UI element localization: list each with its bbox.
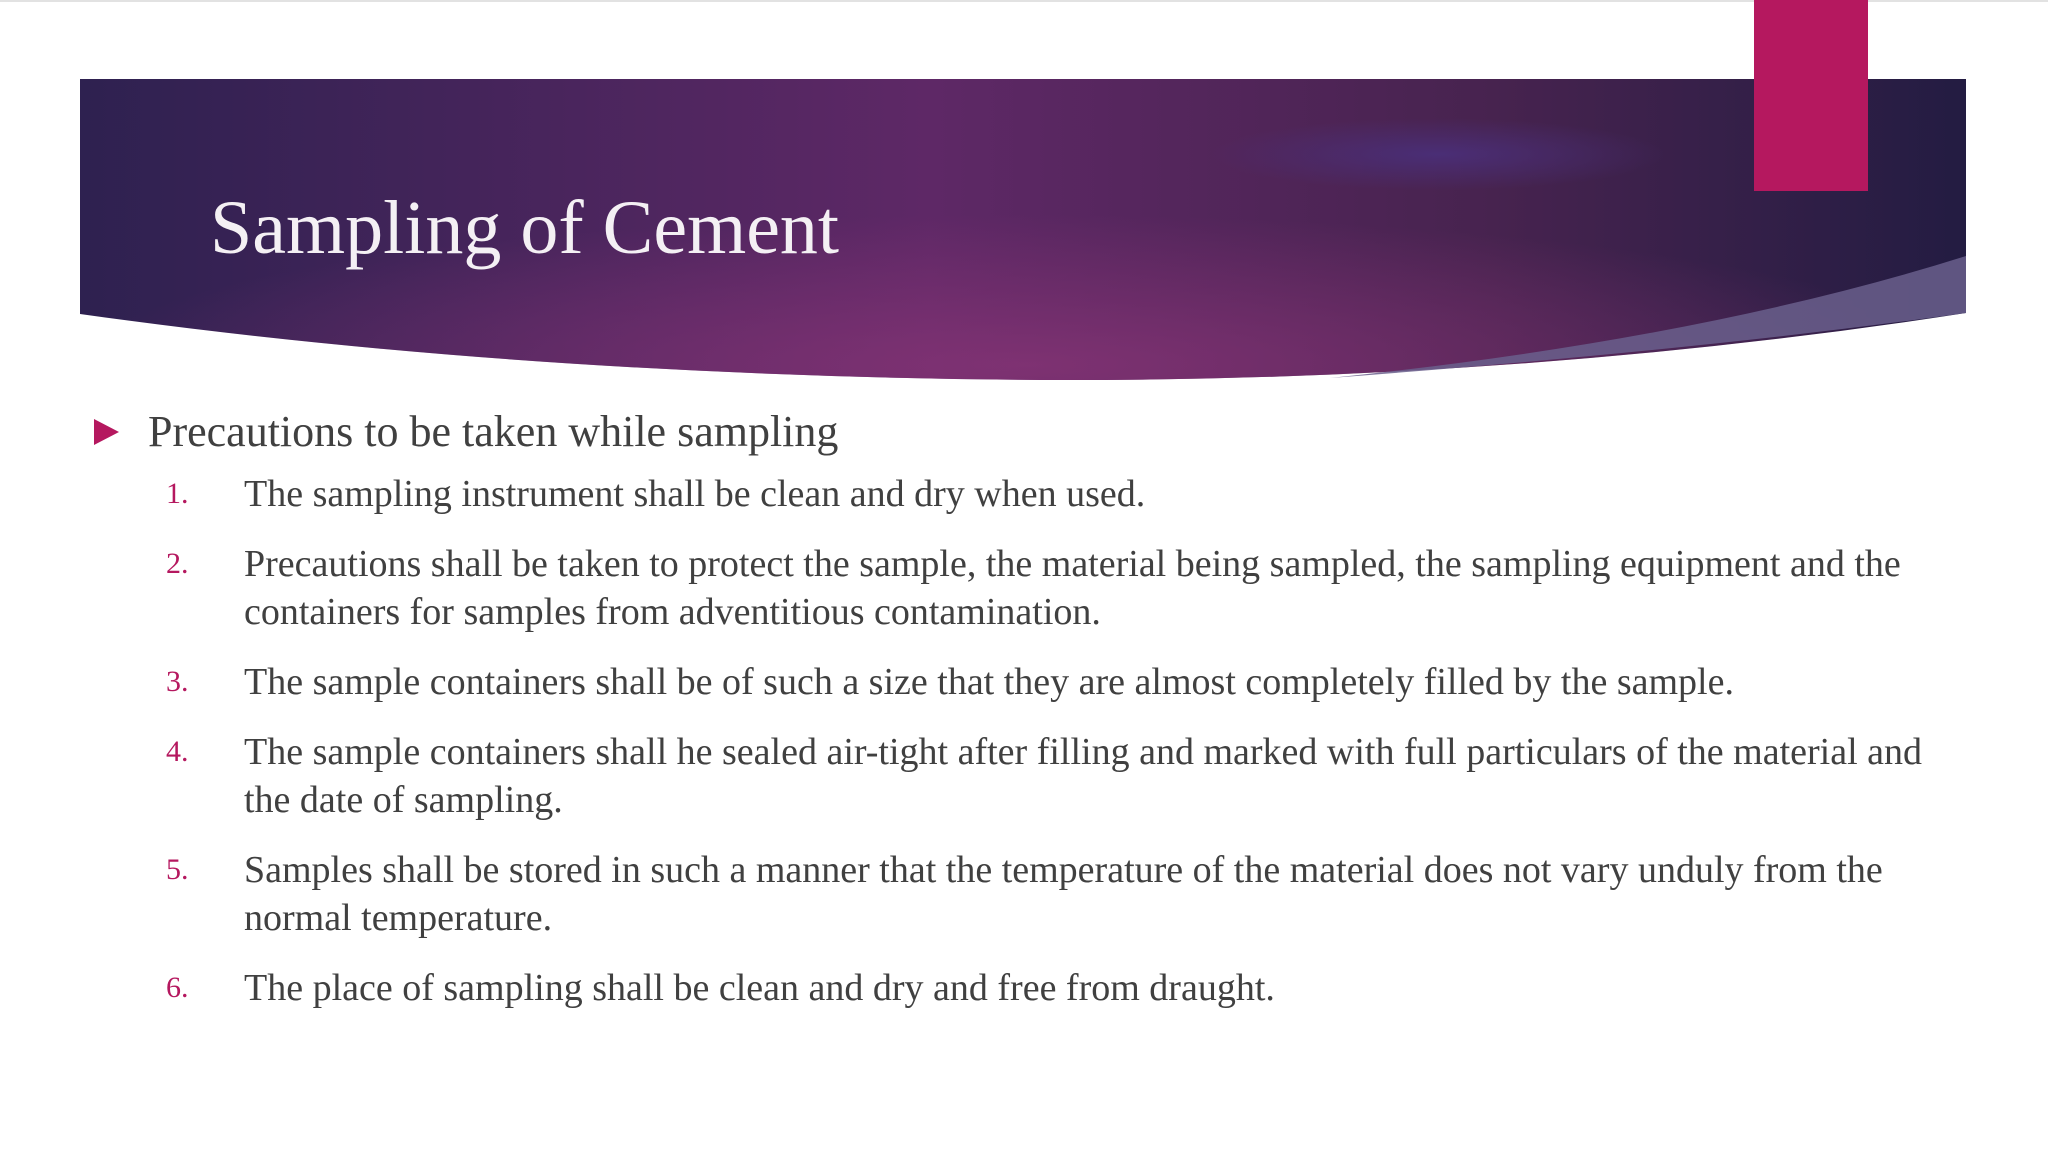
- list-item-number: 4.: [166, 735, 189, 768]
- triangle-right-icon: [92, 418, 120, 446]
- list-item-number: 1.: [166, 477, 189, 510]
- bullet-point: [92, 402, 1972, 462]
- accent-tab: [1754, 0, 1868, 191]
- slide-content: [92, 402, 1972, 1034]
- list-item: [92, 728, 1972, 824]
- list-item-number: 2.: [166, 547, 189, 580]
- slide-title: Sampling of Cement: [210, 186, 840, 270]
- list-item-text: Precautions shall be taken to protect the sample, the material being sampled, the sampling equipment and the containers for samples from adventitious contamination.: [244, 543, 1901, 633]
- list-item-text: The sample containers shall be of such a size that they are almost completely filled by the sample.: [244, 661, 1734, 703]
- list-item: [92, 964, 1972, 1012]
- list-item: [92, 540, 1972, 636]
- bullet-text: Precautions to be taken while sampling: [148, 407, 839, 456]
- list-item-number: 5.: [166, 853, 189, 886]
- list-item-number: 3.: [166, 665, 189, 698]
- precautions-list: [92, 470, 1972, 1012]
- list-item-number: 6.: [166, 971, 189, 1004]
- list-item: [92, 470, 1972, 518]
- list-item-text: The sample containers shall he sealed air-tight after filling and marked with full particulars of the material and the date of sampling.: [244, 731, 1923, 821]
- list-item-text: The sampling instrument shall be clean and dry when used.: [244, 473, 1146, 515]
- list-item: [92, 658, 1972, 706]
- list-item-text: Samples shall be stored in such a manner that the temperature of the material does not vary unduly from the normal temperature.: [244, 849, 1883, 939]
- list-item: [92, 846, 1972, 942]
- list-item-text: The place of sampling shall be clean and dry and free from draught.: [244, 967, 1275, 1009]
